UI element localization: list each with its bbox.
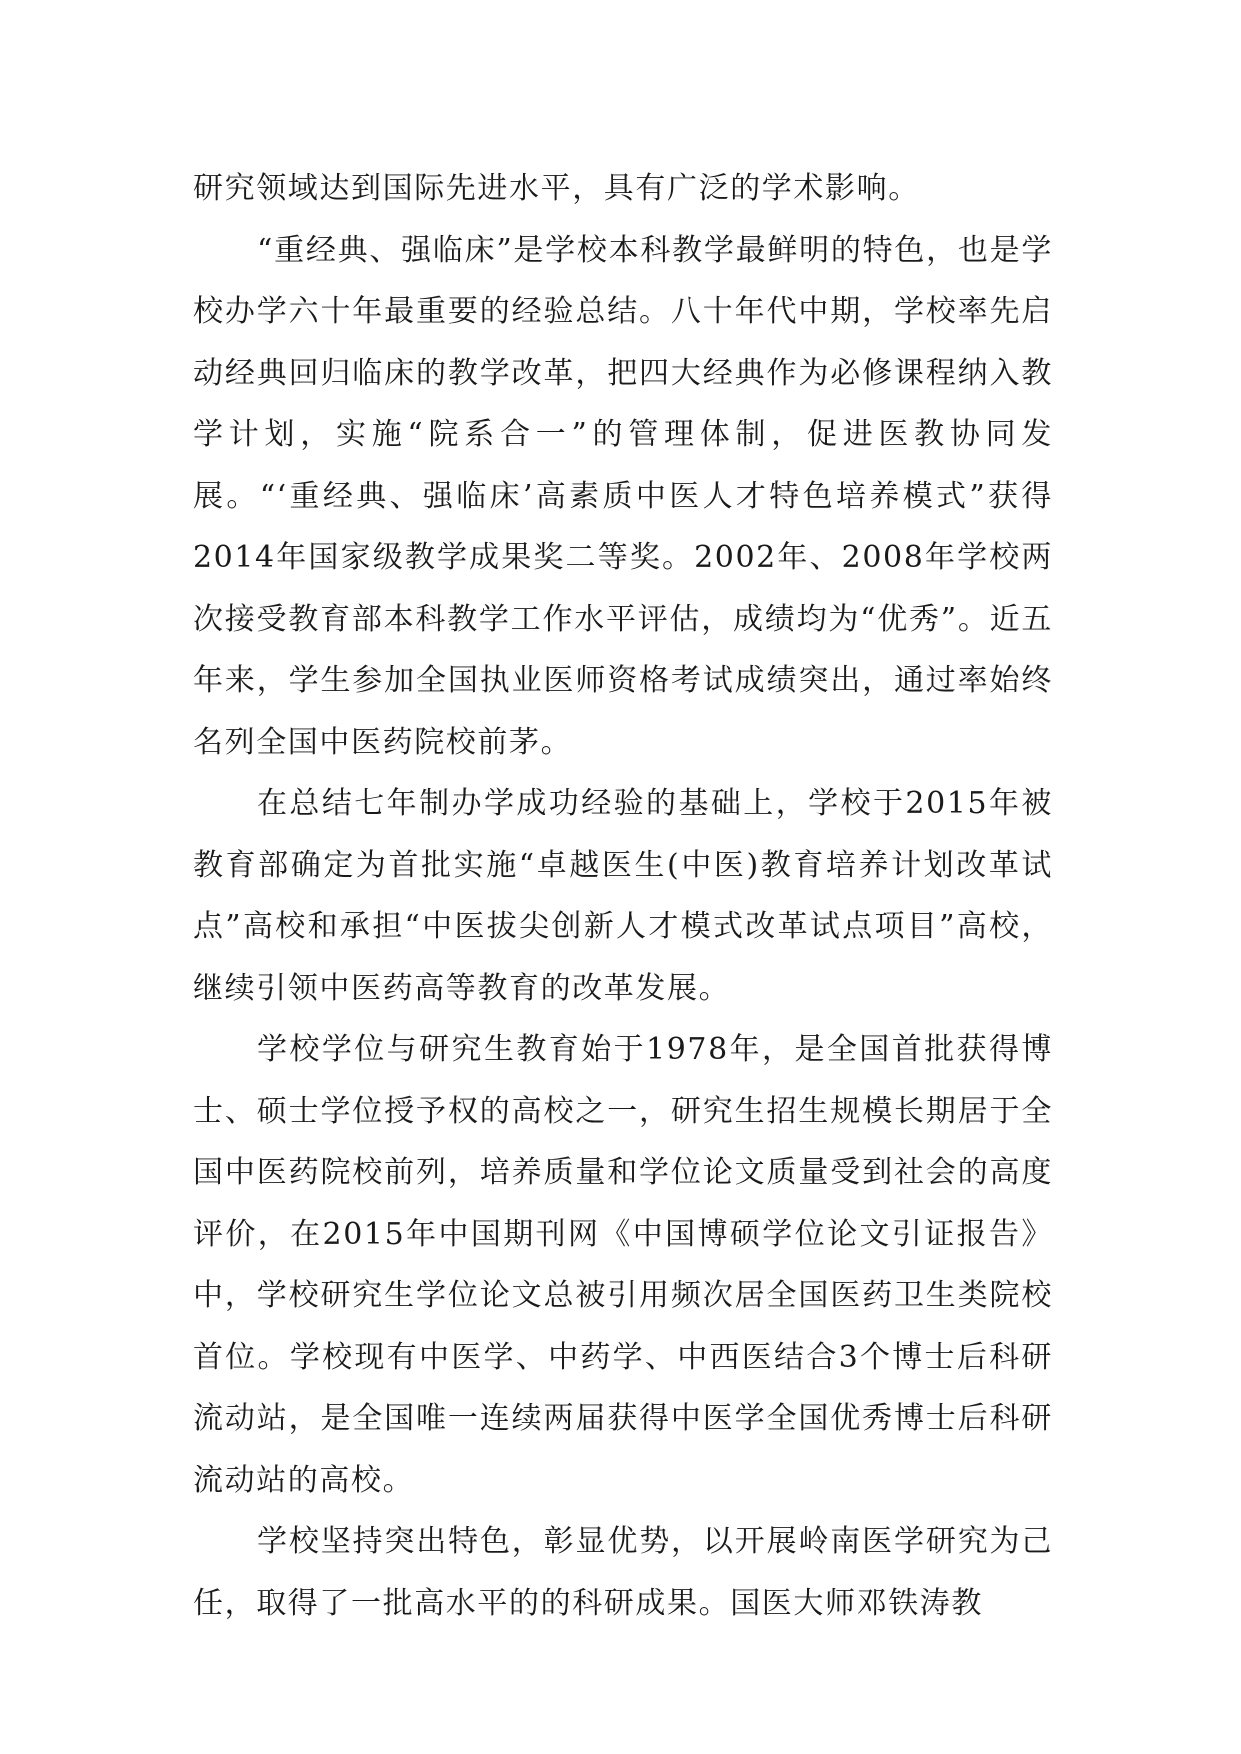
paragraph-4: 学校学位与研究生教育始于1978年，是全国首批获得博士、硕士学位授予权的高校之一，研究生招生规模长期居于全国中医药院校前列，培养质量和学位论文质量受到社会的高度评价，在2015年中国期刊网《中国博硕学位论文引证报告》中，学校研究生学位论文总被引用频次居全国医药卫生类院校首位。学校现有中医学、中药学、中西医结合3个博士后科研流动站，是全国唯一连续两届获得中医学全国优秀博士后科研流动站的高校。: [193, 1032, 1053, 1498]
paragraph-3: 在总结七年制办学成功经验的基础上，学校于2015年被教育部确定为首批实施“卓越医生(中医)教育培养计划改革试点”高校和承担“中医拔尖创新人才模式改革试点项目”高校，继续引领中医药高等教育的改革发展。: [193, 786, 1053, 1006]
paragraph-2: “重经典、强临床”是学校本科教学最鲜明的特色，也是学校办学六十年最重要的经验总结。八十年代中期，学校率先启动经典回归临床的教学改革，把四大经典作为必修课程纳入教学计划，实施“院系合一”的管理体制，促进医教协同发展。“‘重经典、强临床’高素质中医人才特色培养模式”获得2014年国家级教学成果奖二等奖。2002年、2008年学校两次接受教育部本科教学工作水平评估，成绩均为“优秀”。近五年来，学生参加全国执业医师资格考试成绩突出，通过率始终名列全国中医药院校前茅。: [193, 232, 1053, 760]
paragraph-5: 学校坚持突出特色，彰显优势，以开展岭南医学研究为己任，取得了一批高水平的的科研成果。国医大师邓铁涛教: [193, 1524, 1053, 1621]
document-body: [193, 158, 1053, 1634]
paragraph-1: 研究领域达到国际先进水平，具有广泛的学术影响。: [193, 171, 920, 206]
